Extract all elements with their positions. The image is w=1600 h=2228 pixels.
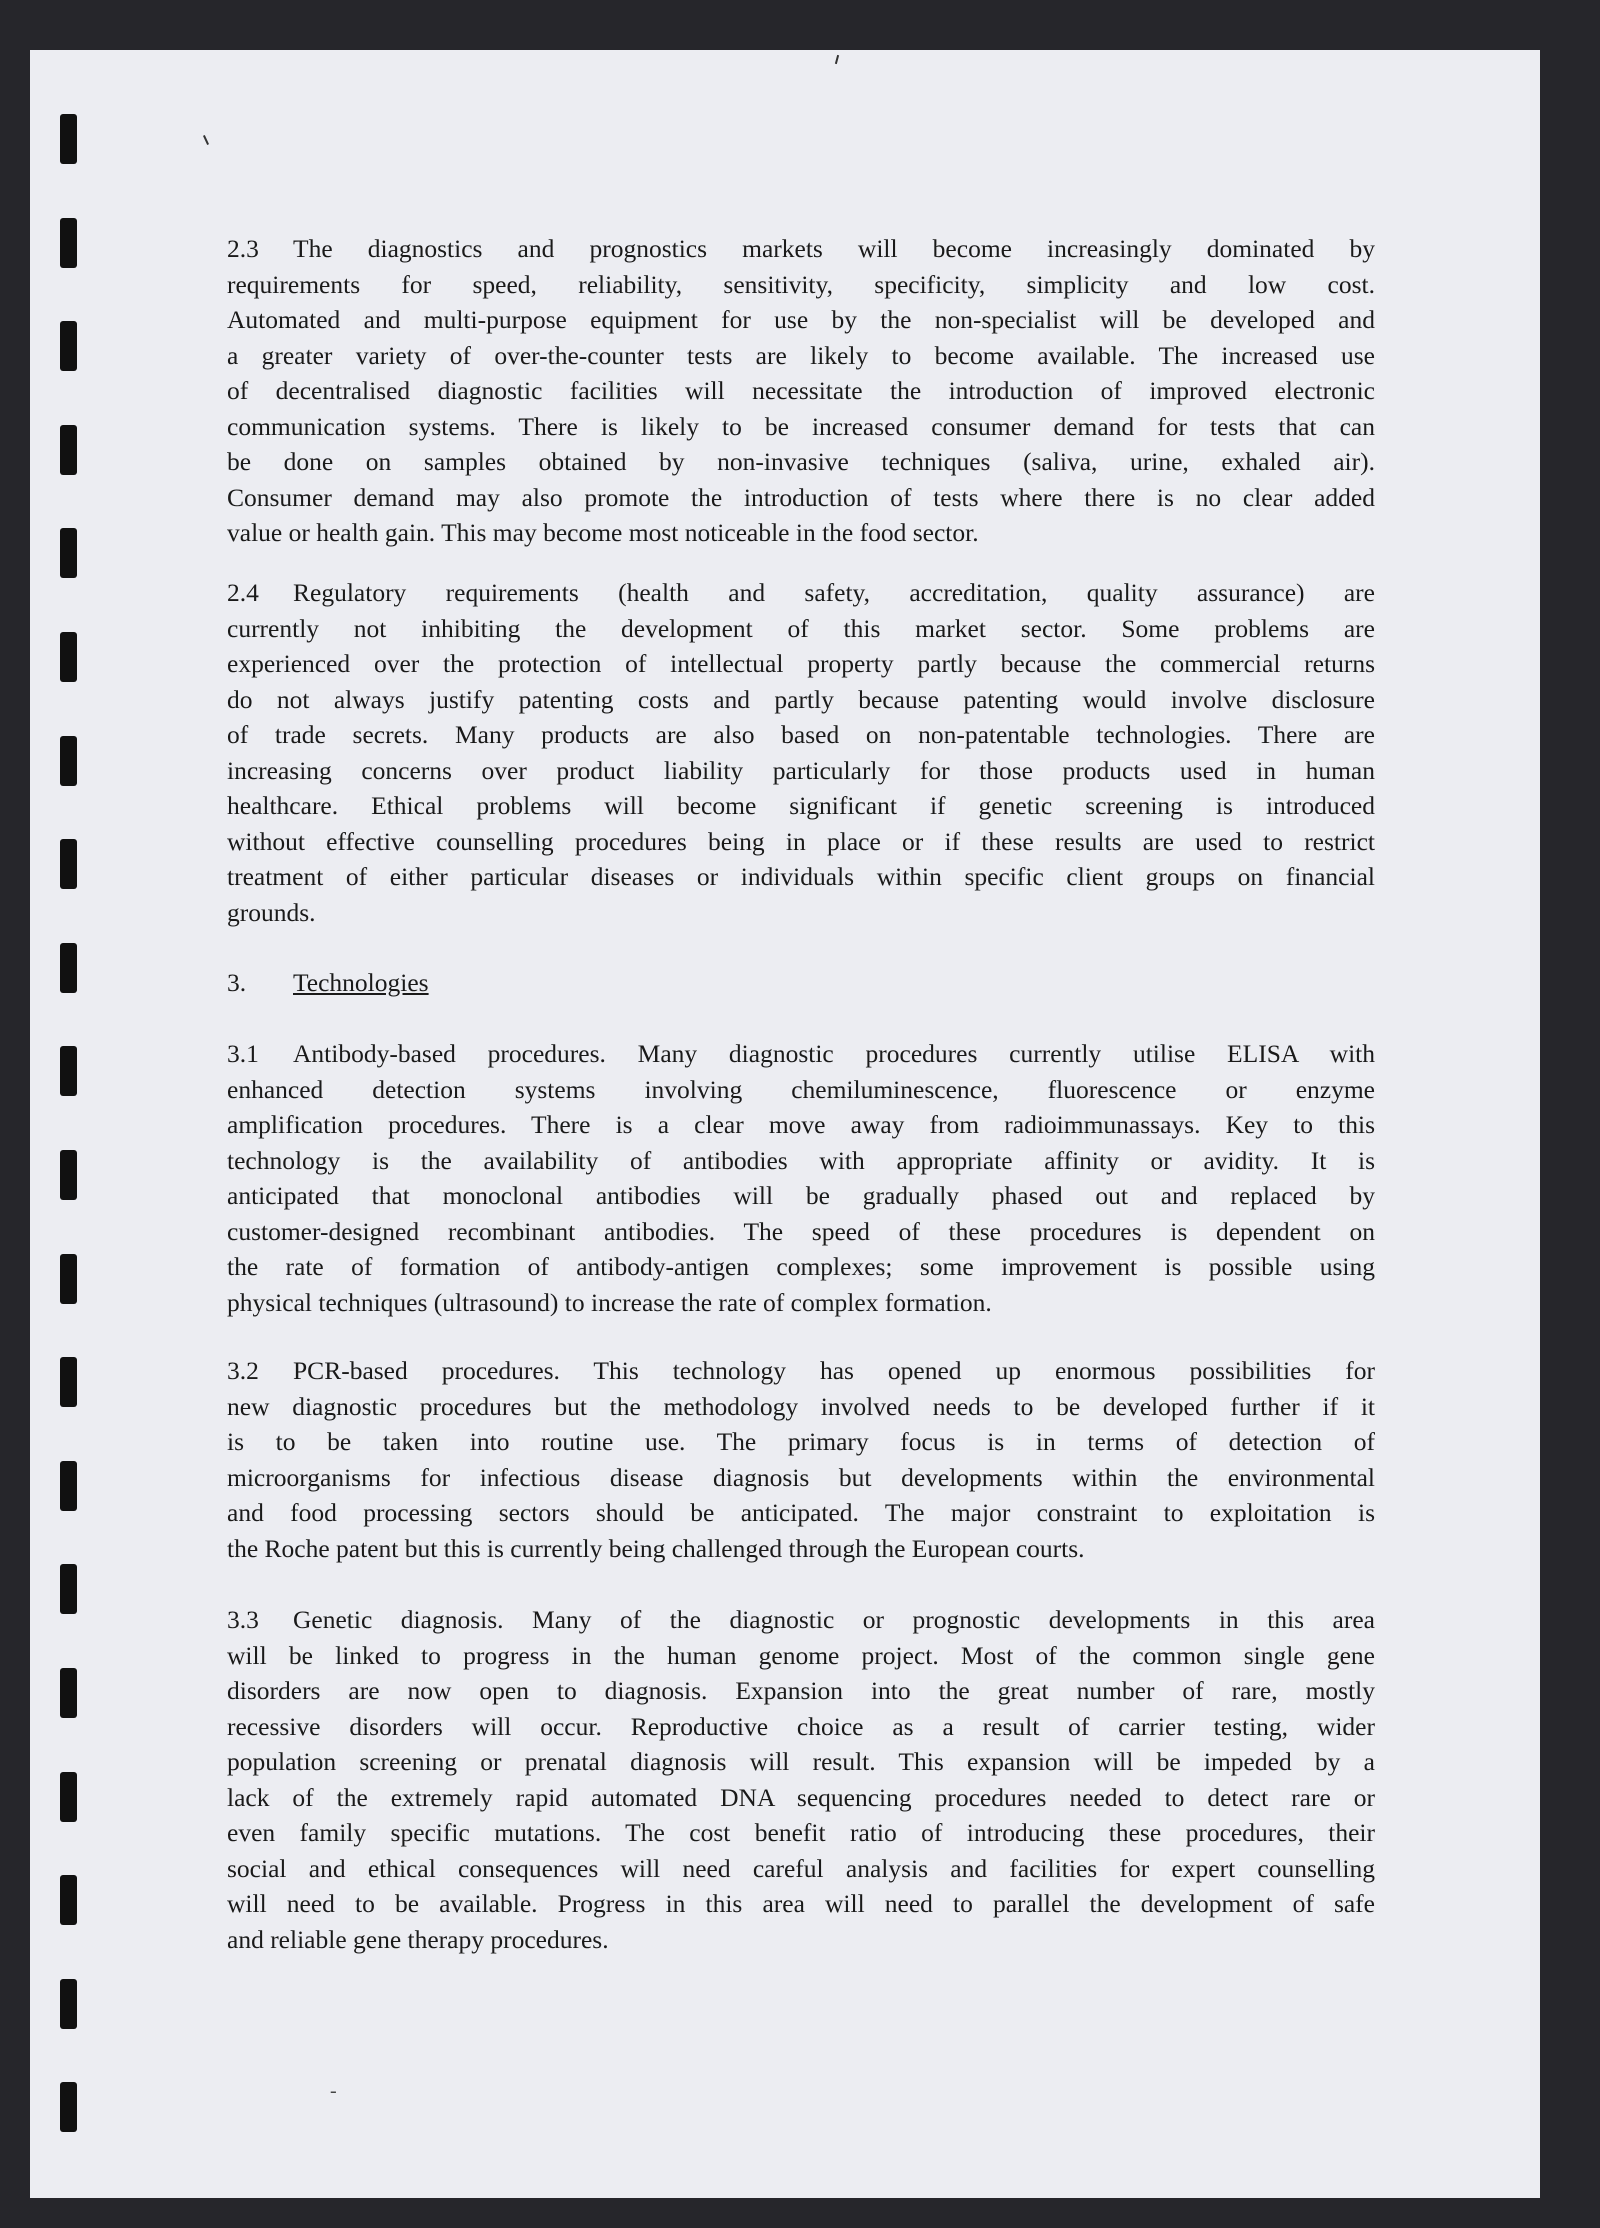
binder-hole (60, 1461, 77, 1511)
text-line (227, 1495, 1375, 1531)
text-line (227, 480, 1375, 516)
line-text: Regulatory requirements (health and safety, accreditation, quality assurance) are (293, 578, 1375, 607)
text-line (227, 515, 1375, 551)
binder-hole (60, 1254, 77, 1304)
paragraph-2-4 (227, 575, 1375, 930)
text-line (227, 1638, 1375, 1674)
text-line (227, 611, 1375, 647)
line-text: of decentralised diagnostic facilities will necessitate the introduction of improved electronic (227, 376, 1375, 405)
paragraph-number: 3.3 (227, 1605, 259, 1634)
line-text: technology is the availability of antibodies with appropriate affinity or avidity. It is (227, 1145, 1375, 1175)
text-line (227, 788, 1375, 824)
line-text: will be linked to progress in the human genome project. Most of the common single gene (227, 1640, 1375, 1670)
text-line (227, 753, 1375, 789)
line-text: treatment of either particular diseases or individuals within specific client groups on financial (227, 862, 1375, 891)
line-text: disorders are now open to diagnosis. Expansion into the great number of rare, mostly (227, 1676, 1375, 1705)
line-text: social and ethical consequences will need careful analysis and facilities for expert counselling (227, 1853, 1375, 1883)
line-text: the rate of formation of antibody-antigen complexes; some improvement is possible using (227, 1252, 1375, 1281)
line-text: of trade secrets. Many products are also based on non-patentable technologies. There are (227, 720, 1375, 749)
text-line (227, 1602, 1375, 1638)
paragraph-number: 3.2 (227, 1356, 259, 1385)
binder-hole (60, 1150, 77, 1200)
binder-hole (60, 114, 77, 164)
scan-speck (835, 55, 839, 64)
section-title: Technologies (293, 968, 429, 997)
line-text: Antibody-based procedures. Many diagnostic procedures currently utilise ELISA with (293, 1039, 1375, 1068)
text-line (227, 1143, 1375, 1179)
line-text: microorganisms for infectious disease diagnosis but developments within the environmental (227, 1462, 1375, 1492)
text-line (227, 1214, 1375, 1250)
text-line (227, 1072, 1375, 1108)
document-page (30, 50, 1540, 2198)
line-text: Automated and multi-purpose equipment for use by the non-specialist will be developed and (227, 305, 1375, 334)
line-text: without effective counselling procedures being in place or if these results are used to restrict (227, 826, 1375, 856)
section-number: 3. (227, 968, 247, 997)
binder-hole (60, 218, 77, 268)
line-text: is to be taken into routine use. The primary focus is in terms of detection of (227, 1427, 1375, 1456)
text-line (227, 409, 1375, 445)
paragraph-number: 2.4 (227, 578, 259, 607)
text-line (227, 1178, 1375, 1214)
binder-hole (60, 528, 77, 578)
text-line (227, 1709, 1375, 1745)
binder-hole (60, 1772, 77, 1822)
text-line (227, 231, 1375, 267)
text-line (227, 1673, 1375, 1709)
line-text: lack of the extremely rapid automated DNA sequencing procedures needed to detect rare or (227, 1782, 1375, 1812)
line-text: physical techniques (ultrasound) to increase the rate of complex formation. (227, 1287, 992, 1317)
binder-hole (60, 1046, 77, 1096)
binder-hole (60, 1668, 77, 1718)
text-line (227, 1531, 1375, 1567)
footer-mark: - (330, 2080, 337, 2102)
text-line (227, 373, 1375, 409)
line-text: grounds. (227, 897, 316, 927)
line-text: recessive disorders will occur. Reproductive choice as a result of carrier testing, wider (227, 1711, 1375, 1741)
text-line (227, 717, 1375, 753)
line-text: amplification procedures. There is a clear move away from radioimmunassays. Key to this (227, 1110, 1375, 1139)
scan-speck (203, 135, 209, 145)
section-heading (227, 965, 429, 1001)
line-text: healthcare. Ethical problems will become significant if genetic screening is introduced (227, 791, 1375, 820)
text-line (227, 1460, 1375, 1496)
line-text: do not always justify patenting costs and partly because patenting would involve disclosure (227, 684, 1375, 714)
text-line (227, 1815, 1375, 1851)
line-text: a greater variety of over-the-counter tests are likely to become available. The increased use (227, 340, 1375, 370)
text-line (227, 302, 1375, 338)
text-line (227, 1285, 1375, 1321)
text-line (227, 1780, 1375, 1816)
text-line (227, 1389, 1375, 1425)
line-text: customer-designed recombinant antibodies. The speed of these procedures is dependent on (227, 1216, 1375, 1246)
text-line (227, 859, 1375, 895)
text-line (227, 1036, 1375, 1072)
binder-hole (60, 1357, 77, 1407)
line-text: requirements for speed, reliability, sensitivity, specificity, simplicity and low cost. (227, 269, 1375, 299)
binder-hole (60, 736, 77, 786)
text-line (227, 895, 1375, 931)
text-line (227, 682, 1375, 718)
binder-hole (60, 321, 77, 371)
line-text: currently not inhibiting the development of this market sector. Some problems are (227, 613, 1375, 643)
line-text: new diagnostic procedures but the methodology involved needs to be developed further if it (227, 1391, 1375, 1421)
paragraph-3-1 (227, 1036, 1375, 1320)
line-text: be done on samples obtained by non-invasive techniques (saliva, urine, exhaled air). (227, 447, 1375, 476)
binder-hole (60, 425, 77, 475)
text-line (227, 646, 1375, 682)
line-text: experienced over the protection of intellectual property partly because the commercial returns (227, 649, 1375, 678)
binder-hole (60, 839, 77, 889)
text-line (227, 575, 1375, 611)
line-text: Genetic diagnosis. Many of the diagnostic or prognostic developments in this area (293, 1605, 1375, 1634)
line-text: enhanced detection systems involving chemiluminescence, fluorescence or enzyme (227, 1074, 1375, 1104)
paragraph-number: 2.3 (227, 234, 259, 263)
binder-hole (60, 943, 77, 993)
paragraph-number: 3.1 (227, 1039, 259, 1068)
text-line (227, 1424, 1375, 1460)
line-text: value or health gain. This may become most noticeable in the food sector. (227, 518, 979, 547)
text-line (227, 1922, 1375, 1958)
paragraph-3-3 (227, 1602, 1375, 1957)
line-text: The diagnostics and prognostics markets will become increasingly dominated by (293, 234, 1375, 263)
text-line (227, 338, 1375, 374)
binder-hole (60, 632, 77, 682)
text-line (227, 444, 1375, 480)
paragraph-3-2 (227, 1353, 1375, 1566)
line-text: even family specific mutations. The cost benefit ratio of introducing these procedures, their (227, 1818, 1375, 1847)
text-line (227, 824, 1375, 860)
text-line (227, 1353, 1375, 1389)
binder-hole (60, 1979, 77, 2029)
line-text: population screening or prenatal diagnosis will result. This expansion will be impeded by a (227, 1747, 1375, 1776)
binder-hole (60, 2082, 77, 2132)
line-text: increasing concerns over product liability particularly for those products used in human (227, 755, 1375, 785)
text-line (227, 1107, 1375, 1143)
binder-hole (60, 1564, 77, 1614)
text-line (227, 1249, 1375, 1285)
binder-hole (60, 1875, 77, 1925)
line-text: and reliable gene therapy procedures. (227, 1924, 609, 1954)
text-line (227, 1744, 1375, 1780)
line-text: will need to be available. Progress in this area will need to parallel the development of safe (227, 1889, 1375, 1918)
line-text: Consumer demand may also promote the introduction of tests where there is no clear added (227, 482, 1375, 512)
line-text: and food processing sectors should be anticipated. The major constraint to exploitation is (227, 1498, 1375, 1527)
paragraph-2-3 (227, 231, 1375, 551)
text-line (227, 267, 1375, 303)
text-line (227, 1851, 1375, 1887)
line-text: anticipated that monoclonal antibodies will be gradually phased out and replaced by (227, 1181, 1375, 1210)
line-text: the Roche patent but this is currently being challenged through the European courts. (227, 1533, 1085, 1563)
line-text: PCR-based procedures. This technology has opened up enormous possibilities for (293, 1356, 1375, 1385)
text-line (227, 1886, 1375, 1922)
line-text: communication systems. There is likely to be increased consumer demand for tests that can (227, 411, 1375, 441)
